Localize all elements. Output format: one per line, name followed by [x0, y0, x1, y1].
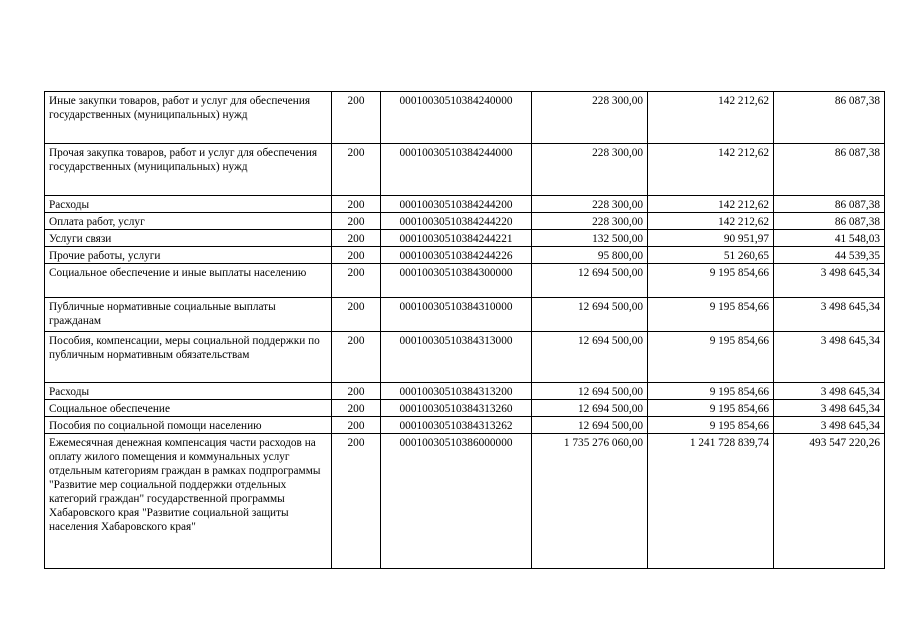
row-executed-cell: 9 195 854,66	[648, 298, 774, 332]
table-row	[45, 92, 885, 144]
row-kbk-cell: 00010030510384244226	[381, 247, 532, 264]
row-kbk-cell: 00010030510384244220	[381, 213, 532, 230]
row-kbk-cell: 00010030510384300000	[381, 264, 532, 298]
row-name-cell: Социальное обеспечение	[45, 400, 332, 417]
row-name-cell: Пособия, компенсации, меры социальной поддержки по публичным нормативным обязательствам	[45, 332, 332, 383]
row-approved-cell: 228 300,00	[532, 196, 648, 213]
row-executed-cell: 90 951,97	[648, 230, 774, 247]
row-kbk-cell: 00010030510384244200	[381, 196, 532, 213]
row-unexecuted-cell: 3 498 645,34	[774, 400, 885, 417]
row-approved-cell: 12 694 500,00	[532, 332, 648, 383]
row-executed-cell: 142 212,62	[648, 92, 774, 144]
row-unexecuted-cell: 44 539,35	[774, 247, 885, 264]
row-approved-cell: 228 300,00	[532, 144, 648, 196]
row-approved-cell: 228 300,00	[532, 92, 648, 144]
table-row	[45, 196, 885, 213]
row-code-cell: 200	[332, 298, 381, 332]
row-kbk-cell: 00010030510384313200	[381, 383, 532, 400]
row-approved-cell: 132 500,00	[532, 230, 648, 247]
row-approved-cell: 95 800,00	[532, 247, 648, 264]
row-name-cell: Социальное обеспечение и иные выплаты населению	[45, 264, 332, 298]
row-code-cell: 200	[332, 434, 381, 569]
row-executed-cell: 9 195 854,66	[648, 417, 774, 434]
table-row	[45, 400, 885, 417]
table-body	[45, 92, 885, 569]
row-code-cell: 200	[332, 144, 381, 196]
row-unexecuted-cell: 86 087,38	[774, 144, 885, 196]
row-kbk-cell: 00010030510384244000	[381, 144, 532, 196]
row-unexecuted-cell: 3 498 645,34	[774, 332, 885, 383]
row-unexecuted-cell: 41 548,03	[774, 230, 885, 247]
row-name-cell: Прочая закупка товаров, работ и услуг для обеспечения государственных (муниципальных) нужд	[45, 144, 332, 196]
row-executed-cell: 142 212,62	[648, 196, 774, 213]
row-code-cell: 200	[332, 400, 381, 417]
row-kbk-cell: 00010030510384310000	[381, 298, 532, 332]
row-code-cell: 200	[332, 196, 381, 213]
row-code-cell: 200	[332, 264, 381, 298]
row-name-cell: Пособия по социальной помощи населению	[45, 417, 332, 434]
row-code-cell: 200	[332, 92, 381, 144]
row-unexecuted-cell: 3 498 645,34	[774, 264, 885, 298]
row-name-cell: Оплата работ, услуг	[45, 213, 332, 230]
row-approved-cell: 12 694 500,00	[532, 383, 648, 400]
row-kbk-cell: 00010030510384313260	[381, 400, 532, 417]
row-kbk-cell: 00010030510384240000	[381, 92, 532, 144]
row-name-cell: Расходы	[45, 196, 332, 213]
row-code-cell: 200	[332, 332, 381, 383]
table-row	[45, 332, 885, 383]
row-code-cell: 200	[332, 383, 381, 400]
row-code-cell: 200	[332, 247, 381, 264]
row-executed-cell: 1 241 728 839,74	[648, 434, 774, 569]
row-name-cell: Расходы	[45, 383, 332, 400]
table-row	[45, 144, 885, 196]
row-code-cell: 200	[332, 417, 381, 434]
row-unexecuted-cell: 3 498 645,34	[774, 383, 885, 400]
row-name-cell: Услуги связи	[45, 230, 332, 247]
budget-execution-table	[44, 91, 885, 569]
table-row	[45, 383, 885, 400]
row-unexecuted-cell: 86 087,38	[774, 92, 885, 144]
row-executed-cell: 9 195 854,66	[648, 383, 774, 400]
table-row	[45, 264, 885, 298]
row-unexecuted-cell: 3 498 645,34	[774, 417, 885, 434]
table-row	[45, 230, 885, 247]
row-name-cell: Прочие работы, услуги	[45, 247, 332, 264]
row-executed-cell: 142 212,62	[648, 213, 774, 230]
row-kbk-cell: 00010030510386000000	[381, 434, 532, 569]
table-row	[45, 417, 885, 434]
row-name-cell: Ежемесячная денежная компенсация части расходов на оплату жилого помещения и коммунальных услуг отдельным категориям граждан в рамках подпрограммы "Развитие мер социальной поддержки отдельных категорий граждан" государственной программы Хабаровского края "Развитие социальной защиты населения Хабаровского края"	[45, 434, 332, 569]
row-executed-cell: 9 195 854,66	[648, 400, 774, 417]
table-row	[45, 298, 885, 332]
row-code-cell: 200	[332, 213, 381, 230]
row-kbk-cell: 00010030510384313000	[381, 332, 532, 383]
row-executed-cell: 51 260,65	[648, 247, 774, 264]
row-unexecuted-cell: 493 547 220,26	[774, 434, 885, 569]
row-name-cell: Иные закупки товаров, работ и услуг для обеспечения государственных (муниципальных) нужд	[45, 92, 332, 144]
row-unexecuted-cell: 86 087,38	[774, 213, 885, 230]
row-unexecuted-cell: 3 498 645,34	[774, 298, 885, 332]
row-approved-cell: 12 694 500,00	[532, 264, 648, 298]
row-executed-cell: 142 212,62	[648, 144, 774, 196]
row-executed-cell: 9 195 854,66	[648, 264, 774, 298]
table-row	[45, 434, 885, 569]
table-row	[45, 247, 885, 264]
table-row	[45, 213, 885, 230]
row-approved-cell: 12 694 500,00	[532, 298, 648, 332]
row-approved-cell: 228 300,00	[532, 213, 648, 230]
row-executed-cell: 9 195 854,66	[648, 332, 774, 383]
row-kbk-cell: 00010030510384244221	[381, 230, 532, 247]
row-approved-cell: 1 735 276 060,00	[532, 434, 648, 569]
row-unexecuted-cell: 86 087,38	[774, 196, 885, 213]
row-name-cell: Публичные нормативные социальные выплаты гражданам	[45, 298, 332, 332]
row-approved-cell: 12 694 500,00	[532, 417, 648, 434]
row-approved-cell: 12 694 500,00	[532, 400, 648, 417]
row-code-cell: 200	[332, 230, 381, 247]
row-kbk-cell: 00010030510384313262	[381, 417, 532, 434]
